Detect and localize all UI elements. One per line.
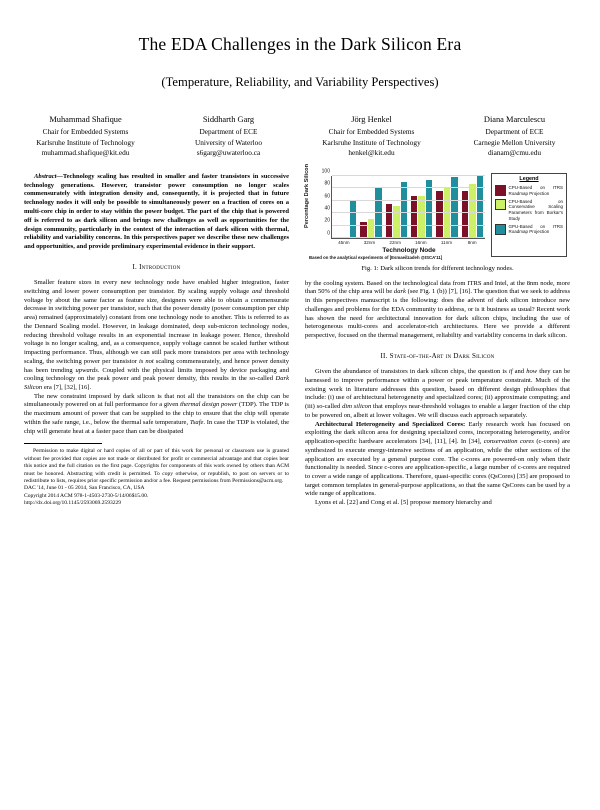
page-subtitle: (Temperature, Reliability, and Variability Perspectives) bbox=[161, 75, 439, 89]
chart-axes bbox=[321, 168, 485, 239]
paragraph bbox=[305, 280, 570, 341]
paragraph bbox=[305, 421, 570, 500]
chart-y-tick-label: 80 bbox=[324, 180, 330, 187]
text-run: that employs near-threshold voltages to enable a larger fraction of the chip to be powered on, albeit at lower voltages. We will discuss each approach separately. bbox=[305, 403, 570, 419]
chart-x-tick-label: 8nm bbox=[467, 239, 477, 245]
paragraph bbox=[24, 279, 289, 393]
text-run: . In case the TDP is violated, the chip will generate heat at a faster pace than can be dissipated bbox=[24, 418, 289, 435]
copyright-notice: Copyright 2014 ACM 978-1-4503-2730-5/14/06$15.00. bbox=[24, 492, 149, 499]
chart-bar bbox=[418, 196, 424, 238]
chart-bar-group bbox=[386, 176, 407, 238]
author-entry bbox=[14, 114, 157, 159]
chart-gridline bbox=[332, 237, 485, 238]
legend-item bbox=[495, 224, 563, 236]
chart-legend bbox=[491, 173, 567, 257]
author-affiliation-1: Department of ECE bbox=[199, 127, 258, 137]
chart-gridline bbox=[332, 200, 485, 201]
section-number: I. bbox=[132, 262, 138, 271]
author-block bbox=[14, 114, 586, 159]
abstract-lead: Abstract— bbox=[34, 172, 63, 180]
copyright-block bbox=[24, 448, 289, 507]
chart-gridline bbox=[332, 225, 485, 226]
emphasis: Dark Silicon bbox=[24, 375, 289, 391]
copyright-doi[interactable]: http://dx.doi.org/10.1145/2593069.2593229 bbox=[24, 500, 122, 506]
chart-y-tick-label: 20 bbox=[324, 218, 330, 225]
text-run: Smaller feature sizes in every new technology node have enabled higher integration, faster switching and lower power consumption per transistor. By scaling supply voltage bbox=[24, 279, 289, 295]
footnote-divider bbox=[24, 443, 102, 444]
author-entry bbox=[157, 114, 300, 159]
author-name: Jörg Henkel bbox=[351, 115, 392, 124]
chart-bar bbox=[477, 176, 483, 238]
chart-x-tick-label: 45nm bbox=[338, 239, 350, 245]
text-run: (c-cores) are synthesized to execute energy-intensive sections of an application, while the other sections of the application are executed by a general purpose core. The c-cores are powered-on only when their functionality is needed. Since c-cores are application-specific, a large number of c-cores are required to cover a wide range of applications. Therefore, quasi-specific cores (QsCores) [35] are proposed to target common templates in general-purpose applications, so that the same QsCores can be used by a wide range of applications. bbox=[305, 438, 570, 498]
copyright-conference: DAC '14, June 01 - 05 2014, San Francisco, CA, USA bbox=[24, 485, 145, 492]
chart-bar bbox=[436, 191, 442, 238]
author-email: dianam@cmu.edu bbox=[487, 148, 542, 158]
run-in-heading: Architectural Heterogeneity and Specialized Cores: bbox=[315, 420, 466, 428]
text-run: scaling commensurately, and hence power density has been trending bbox=[24, 357, 289, 374]
text-run: (see Fig. 1 (b)) [7], [16]. The question that we seek to address in this perspectives manuscript is the following: does the advent of dark silicon introduce new challenges and problems for the EDA community to address, or is it business as usual? Recent work has shown the need for architectural innovation for dark silicon chips, including the use of heterogeneous multi-cores and accelerator-rich architectures. Here we provide a different perspective, focused on the thermal management, reliability and variability concerns in dark silicon. bbox=[305, 288, 570, 340]
chart-bar bbox=[426, 180, 432, 238]
legend-color-swatch bbox=[495, 199, 506, 210]
chart-x-tick-label: 32nm bbox=[363, 239, 376, 245]
legend-label: GPU-Based on ITRS Roadmap Projection bbox=[508, 223, 563, 235]
chart-bar-group bbox=[411, 176, 432, 238]
author-name: Muhammad Shafique bbox=[49, 115, 122, 124]
chart-y-tick-label: 0 bbox=[327, 230, 330, 237]
chart-bar bbox=[386, 204, 392, 238]
emphasis: and bbox=[251, 287, 262, 295]
legend-label: CPU-Based on ITRS Roadmap Projection bbox=[508, 185, 563, 196]
body-columns bbox=[24, 163, 576, 508]
author-affiliation-2: University of Waterloo bbox=[195, 137, 262, 147]
chart-x-tick-label: 16nm bbox=[415, 239, 427, 245]
figure-1 bbox=[304, 163, 570, 274]
chart-x-tick-label: 11nm bbox=[440, 239, 453, 245]
chart-bar-groups bbox=[333, 176, 485, 238]
author-affiliation-1: Chair for Embedded Systems bbox=[328, 127, 415, 137]
chart-bar bbox=[444, 188, 450, 238]
legend-color-swatch bbox=[495, 185, 506, 196]
section-heading-introduction bbox=[24, 263, 289, 272]
section-heading-state-of-the-art bbox=[305, 352, 570, 361]
text-run: by the cooling system. Based on the technological data from ITRS and Intel, at the 8nm node, more than 50% of the chip area will be bbox=[305, 279, 570, 296]
chart-bar bbox=[401, 182, 407, 238]
chart-bar-group bbox=[335, 176, 356, 238]
author-name: Siddharth Garg bbox=[202, 115, 255, 124]
text-run: . Coupled with the physical limits imposed by device packaging and cooling technology on the peak power and peak power density, this results in the so-called bbox=[24, 366, 289, 383]
legend-label: CPU-Based on Conservative Scaling Parameters from Borkar's Study bbox=[508, 198, 563, 221]
emphasis: upwards bbox=[75, 366, 98, 374]
chart-bar bbox=[350, 200, 356, 238]
author-email: muhammad.shafique@kit.edu bbox=[41, 148, 130, 158]
legend-color-swatch bbox=[495, 224, 506, 235]
emphasis: if bbox=[508, 368, 513, 376]
chart-y-tick-label: 40 bbox=[324, 205, 330, 212]
paragraph bbox=[24, 393, 289, 437]
section-title: State-of-the-Art in Dark Silicon bbox=[389, 351, 495, 360]
chart-bar bbox=[393, 206, 399, 238]
left-column bbox=[24, 173, 289, 508]
chart-bar bbox=[368, 219, 374, 238]
abstract-body: Technology scaling has resulted in smaller and faster transistors in successive technology generations. However, transistor power consumption no longer scales commensurately with integration density and, consequently, it is projected that in future technology nodes it will only be possible to simultaneously power on a fraction of cores on a multi-core chip in order to stay within the power budget. The part of the chip that is powered off is referred to as dark silicon and brings new challenges as well as opportunities for the design community, particularly in the context of the interaction of dark silicon with thermal, reliability and variability concerns. In this perspectives paper we describe these new challenges and opportunities, and provide preliminary experimental evidence in their support. bbox=[24, 172, 289, 251]
text-run: threshold voltage by about the same factor as feature size, designers were able to obtain a commensurate decrease in switching power per transistor, such that the power density (power consumption per chip area) remained (approximately) constant from one technology node to another. This is referred to as the Dennard Scaling model. However, in leakage dominated, deep sub-micron technology nodes, reducing threshold voltage results in an exponential increase in leakage power. Hence, threshold voltage is no longer scaling, and, as a consequence, supply voltage cannot be scaled further without impacting performance. Thus, although we can still pack more transistors per area with technology scaling, the switching power per transistor bbox=[24, 287, 290, 365]
author-affiliation-1: Chair for Embedded Systems bbox=[42, 127, 129, 137]
author-affiliation-1: Department of ECE bbox=[485, 127, 544, 137]
chart-source-note: Based on the analytical experiments of [Esmaeilzadeh @ISCA'11] bbox=[309, 254, 443, 260]
section-number: II. bbox=[380, 351, 388, 360]
emphasis: dark bbox=[393, 288, 406, 296]
emphasis: conservation cores bbox=[483, 438, 534, 446]
legend-item bbox=[495, 199, 563, 222]
text-run: (TDP). The TDP is the maximum amount of power that can be supplied to the chip to ensure that the chip will operate within the safe range, i.e., below the thermal safe temperature, bbox=[24, 401, 289, 426]
chart-bar bbox=[411, 196, 417, 238]
author-name: Diana Marculescu bbox=[483, 115, 546, 124]
chart-bar bbox=[469, 184, 475, 238]
author-affiliation-2: Karlsruhe Institute of Technology bbox=[322, 137, 421, 147]
chart-y-tick-label: 100 bbox=[321, 168, 330, 175]
chart-y-axis-label: Percentage Dark Silicon bbox=[304, 163, 310, 228]
right-column bbox=[304, 163, 571, 508]
text-run: Early research work has focused on exploiting the dark silicon area for designing specialized cores, incorporating heterogeneity, and/or application-specific hardware accelerators [34], [11], [4]. In [34], bbox=[305, 420, 570, 446]
chart-bar-group bbox=[360, 176, 381, 238]
figure-caption: Fig. 1: Dark silicon trends for different technology nodes. bbox=[361, 264, 514, 272]
paragraph bbox=[305, 368, 570, 420]
author-email: henkel@kit.edu bbox=[348, 148, 395, 158]
paragraph: Lyons et al. [22] and Cong et al. [5] propose memory hierarchy and bbox=[315, 499, 492, 507]
chart-gridline bbox=[332, 212, 485, 213]
author-entry bbox=[300, 114, 443, 159]
page-title: The EDA Challenges in the Dark Silicon Era bbox=[138, 34, 462, 54]
emphasis: dim silicon bbox=[342, 403, 372, 411]
text-run: Given the abundance of transistors in dark silicon chips, the question is bbox=[315, 368, 509, 376]
chart-bar bbox=[451, 177, 457, 238]
author-email: s6garg@uwaterloo.ca bbox=[196, 148, 261, 158]
chart-bar-group bbox=[436, 176, 457, 238]
section-title: Introduction bbox=[139, 262, 181, 271]
text-run: The new constraint imposed by dark silicon is that not all the transistors on the chip can be simultaneously powered on at full performance for a given bbox=[24, 392, 289, 409]
abstract-paragraph bbox=[24, 173, 289, 252]
chart-y-tick-label: 60 bbox=[324, 193, 330, 200]
emphasis: thermal design power bbox=[180, 401, 238, 409]
author-affiliation-2: Carnegie Mellon University bbox=[473, 137, 556, 147]
chart-dark-silicon-trends bbox=[304, 163, 570, 261]
author-affiliation-2: Karlsruhe Institute of Technology bbox=[36, 137, 135, 147]
chart-bar-group bbox=[462, 176, 483, 238]
text-run: and bbox=[512, 368, 527, 376]
chart-x-axis-label: Technology Node bbox=[382, 246, 436, 254]
text-run: they can be harnessed to improve performance within a power or peak temperature constraint. Much of the existing work in literature addresses this question, based on different design philosophies that include: (i) use of architectural heterogeneity and specialized cores; (ii) approximate computing; and (iii) so-called bbox=[305, 368, 571, 411]
symbol-tsafe: Tsafe bbox=[189, 418, 204, 426]
copyright-permission: Permission to make digital or hard copies of all or part of this work for personal or classroom use is granted without fee provided that copies are not made or distributed for profit or commercial advantage and that copies bear this notice and the full citation on the first page. Copyrights for components of this work owned by others than ACM must be honored. Abstracting with credit is permitted. To copy otherwise, or republish, to post on servers or to redistribute to lists, requires prior specific permission and/or a fee. Request permissions from Permissions@acm.org. bbox=[24, 448, 289, 484]
chart-gridline bbox=[332, 187, 485, 188]
emphasis: how bbox=[526, 368, 538, 376]
text-run: era [7], [32], [16]. bbox=[42, 383, 92, 391]
author-entry bbox=[443, 114, 586, 159]
chart-gridline bbox=[332, 175, 485, 176]
chart-bar bbox=[462, 191, 468, 238]
chart-x-tick-label: 22nm bbox=[389, 239, 401, 245]
legend-title: Legend bbox=[519, 175, 539, 182]
legend-item bbox=[495, 185, 563, 197]
chart-plot-area bbox=[304, 163, 487, 261]
paper-page bbox=[0, 34, 600, 810]
emphasis: is not bbox=[138, 357, 154, 365]
